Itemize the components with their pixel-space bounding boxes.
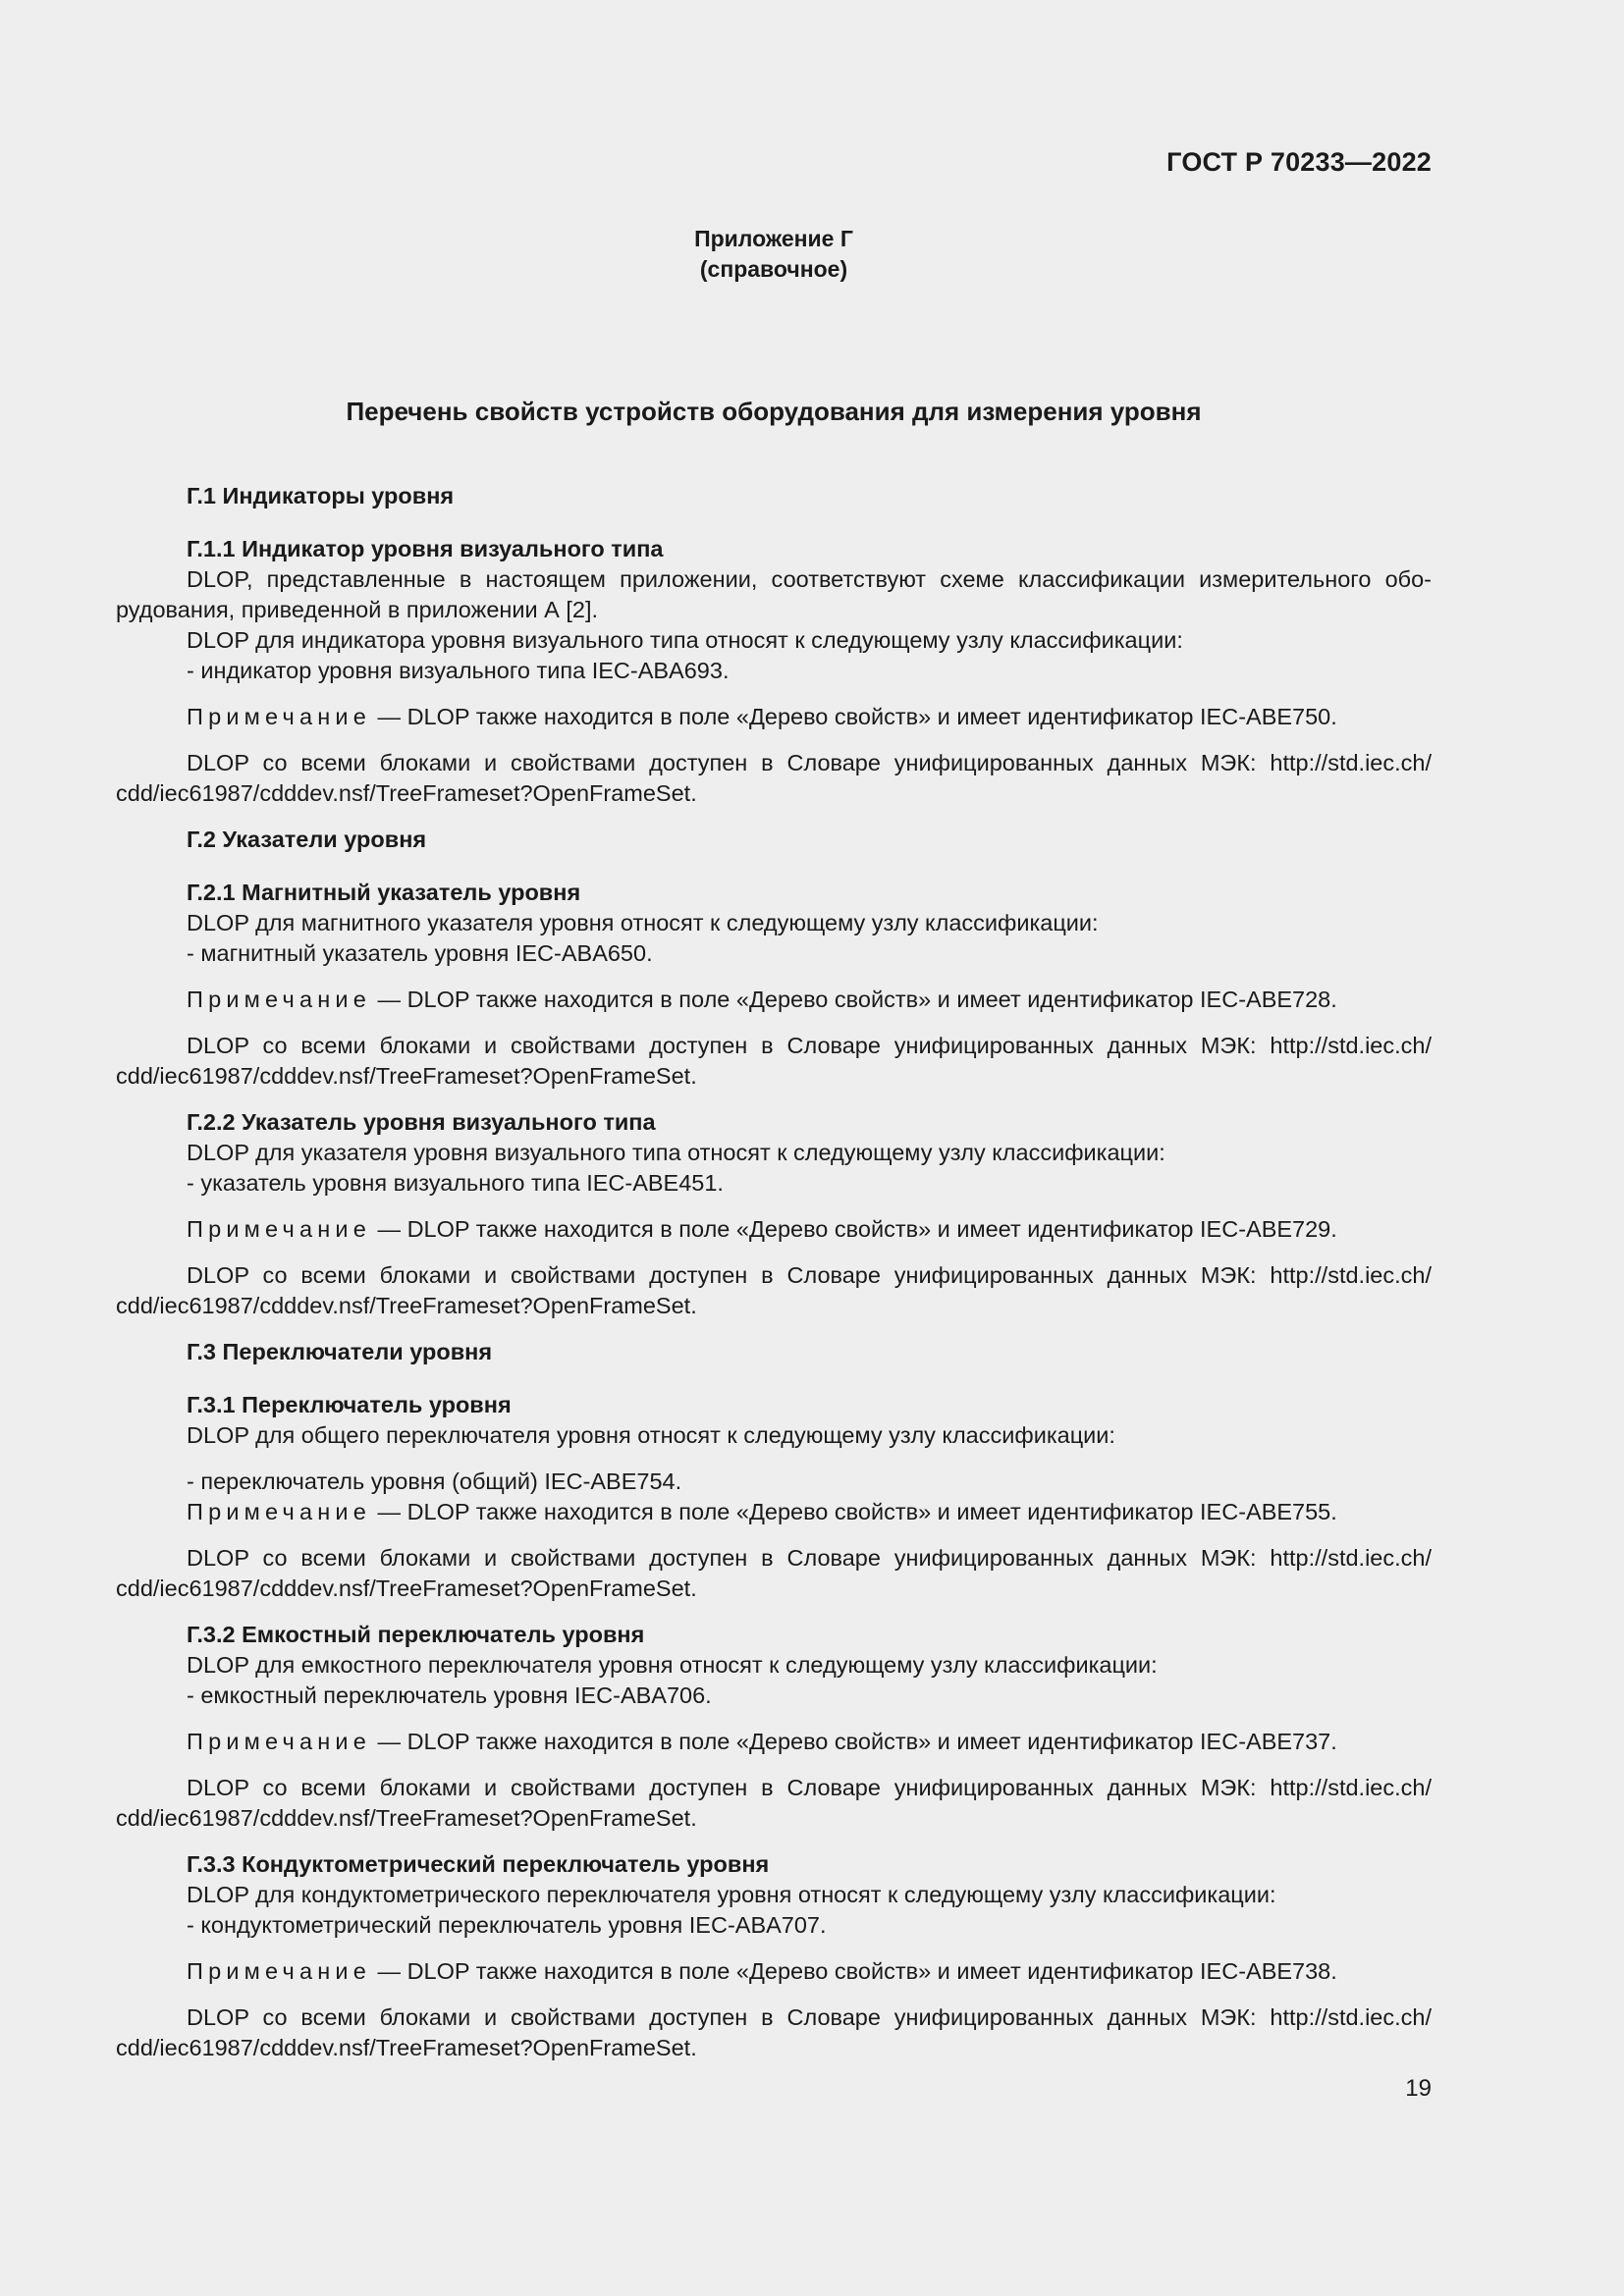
paragraph: DLOP для емкостного переключателя уровня относят к следующему узлу классификации: (187, 1652, 1158, 1678)
note-text: — DLOP также находится в поле «Дерево свойств» и имеет идентификатор (371, 1499, 1201, 1524)
link-paragraph: DLOP со всеми блоками и свойствами доступен в Словаре унифицированных данных МЭК: http://std.iec.ch/ cdd/iec61987/cdddev.nsf/TreeFrameset?OpenFrameSet. (116, 1545, 1432, 1601)
note-identifier: IEC-ABE729. (1200, 1216, 1337, 1242)
paragraph: DLOP для общего переключателя уровня относят к следующему узлу классификации: (187, 1422, 1115, 1448)
paragraph: DLOP, представленные в настоящем приложении, соответствуют схеме классификации измерительного обо-рудования, приведенной в приложении А [2]. (116, 566, 1432, 622)
note-label: Примечание (187, 1729, 372, 1754)
document-title: Перечень свойств устройств оборудования для измерения уровня (346, 397, 1202, 426)
note-text: — DLOP также находится в поле «Дерево свойств» и имеет идентификатор (371, 1958, 1201, 1984)
paragraph: DLOP для указателя уровня визуального типа относят к следующему узлу классификации: (187, 1140, 1165, 1165)
subsection-heading-g11: Г.1.1 Индикатор уровня визуального типа (187, 536, 664, 561)
note-identifier: IEC-ABE750. (1200, 704, 1337, 729)
subsection-heading-g33: Г.3.3 Кондуктометрический переключатель уровня (187, 1851, 770, 1877)
note-text: — DLOP также находится в поле «Дерево свойств» и имеет идентификатор (371, 704, 1201, 729)
note (116, 1956, 1432, 1987)
link-paragraph: DLOP со всеми блоками и свойствами доступен в Словаре унифицированных данных МЭК: http://std.iec.ch/ cdd/iec61987/cdddev.nsf/TreeFrameset?OpenFrameSet. (116, 1775, 1432, 1831)
paragraph: DLOP для индикатора уровня визуального типа относят к следующему узлу классификации: (187, 627, 1183, 653)
cdd-link[interactable]: cdd/iec61987/cdddev.nsf/TreeFrameset?OpenFrameSet. (116, 1575, 697, 1601)
note-identifier: IEC-ABE755. (1200, 1499, 1337, 1524)
note-label: Примечание (187, 987, 372, 1012)
note-label: Примечание (187, 704, 372, 729)
note-text: — DLOP также находится в поле «Дерево свойств» и имеет идентификатор (371, 987, 1201, 1012)
link-paragraph: DLOP со всеми блоками и свойствами доступен в Словаре унифицированных данных МЭК: http://std.iec.ch/ cdd/iec61987/cdddev.nsf/TreeFrameset?OpenFrameSet. (116, 2004, 1432, 2060)
note-label: Примечание (187, 1499, 372, 1524)
link-paragraph: DLOP со всеми блоками и свойствами доступен в Словаре унифицированных данных МЭК: http://std.iec.ch/ cdd/iec61987/cdddev.nsf/TreeFrameset?OpenFrameSet. (116, 1262, 1432, 1318)
note-text: — DLOP также находится в поле «Дерево свойств» и имеет идентификатор (371, 1216, 1201, 1242)
subsection-heading-g21: Г.2.1 Магнитный указатель уровня (187, 880, 581, 905)
link-paragraph: DLOP со всеми блоками и свойствами доступен в Словаре унифицированных данных МЭК: http://std.iec.ch/ cdd/iec61987/cdddev.nsf/TreeFrameset?OpenFrameSet. (116, 1033, 1432, 1089)
note (116, 985, 1432, 1015)
subsection-heading-g22: Г.2.2 Указатель уровня визуального типа (187, 1109, 656, 1135)
appendix-title: Приложение Г (694, 226, 853, 251)
appendix-heading (116, 224, 1432, 285)
list-item: - кондуктометрический переключатель уровня IEC-ABA707. (187, 1912, 827, 1938)
section-heading-g2: Г.2 Указатели уровня (187, 827, 427, 852)
note-label: Примечание (187, 1216, 372, 1242)
cdd-link[interactable]: cdd/iec61987/cdddev.nsf/TreeFrameset?OpenFrameSet. (116, 780, 697, 806)
document-body (116, 471, 1432, 2079)
note (116, 702, 1432, 732)
note (116, 1497, 1432, 1527)
list-item: - указатель уровня визуального типа IEC-ABE451. (187, 1170, 724, 1196)
cdd-link[interactable]: cdd/iec61987/cdddev.nsf/TreeFrameset?OpenFrameSet. (116, 1805, 697, 1831)
note-text: — DLOP также находится в поле «Дерево свойств» и имеет идентификатор (371, 1729, 1201, 1754)
cdd-link[interactable]: cdd/iec61987/cdddev.nsf/TreeFrameset?OpenFrameSet. (116, 1293, 697, 1318)
list-item: - емкостный переключатель уровня IEC-ABA706. (187, 1682, 712, 1708)
subsection-heading-g31: Г.3.1 Переключатель уровня (187, 1392, 512, 1417)
cdd-link[interactable]: cdd/iec61987/cdddev.nsf/TreeFrameset?OpenFrameSet. (116, 2035, 697, 2060)
section-heading-g3: Г.3 Переключатели уровня (187, 1339, 493, 1364)
page-number: 19 (1405, 2075, 1432, 2102)
note-identifier: IEC-ABE738. (1200, 1958, 1337, 1984)
note-label: Примечание (187, 1958, 372, 1984)
subsection-heading-g32: Г.3.2 Емкостный переключатель уровня (187, 1622, 645, 1647)
note-identifier: IEC-ABE728. (1200, 987, 1337, 1012)
appendix-kind: (справочное) (699, 256, 848, 282)
note-identifier: IEC-ABE737. (1200, 1729, 1337, 1754)
note (116, 1727, 1432, 1757)
paragraph: DLOP для кондуктометрического переключателя уровня относят к следующему узлу классификации: (187, 1882, 1276, 1907)
standard-header: ГОСТ Р 70233—2022 (1166, 147, 1432, 177)
link-paragraph: DLOP со всеми блоками и свойствами доступен в Словаре унифицированных данных МЭК: http://std.iec.ch/ cdd/iec61987/cdddev.nsf/TreeFrameset?OpenFrameSet. (116, 750, 1432, 806)
section-heading-g1: Г.1 Индикаторы уровня (187, 483, 455, 508)
document-page (116, 0, 1432, 2296)
note (116, 1214, 1432, 1245)
list-item: - магнитный указатель уровня IEC-ABA650. (187, 940, 653, 966)
list-item: - переключатель уровня (общий) IEC-ABE754. (187, 1468, 682, 1494)
cdd-link[interactable]: cdd/iec61987/cdddev.nsf/TreeFrameset?OpenFrameSet. (116, 1063, 697, 1089)
paragraph: DLOP для магнитного указателя уровня относят к следующему узлу классификации: (187, 910, 1099, 935)
list-item: - индикатор уровня визуального типа IEC-ABA693. (187, 658, 730, 683)
